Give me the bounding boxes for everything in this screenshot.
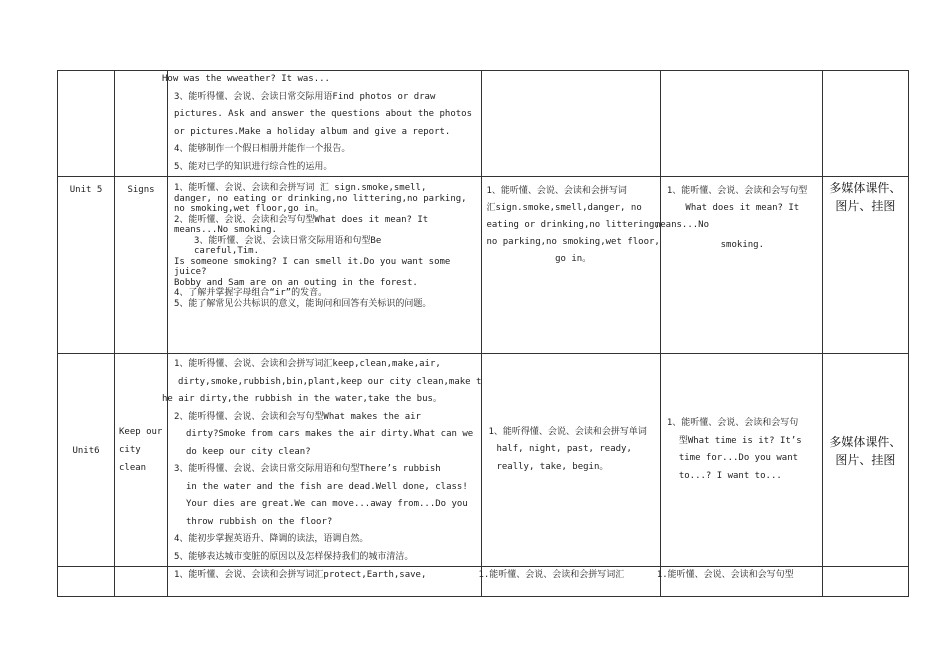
objective-line: 3、能听得懂、会说、会读日常交际用语Find photos or draw bbox=[174, 91, 436, 102]
topic-label: Signs bbox=[127, 185, 155, 195]
sentence-line: means...No bbox=[654, 220, 710, 230]
objective-line: danger, no eating or drinking,no littering,no parking, bbox=[174, 193, 467, 204]
unit-label: Unit 5 bbox=[69, 185, 103, 195]
sentence-line: 1、能听懂、会说、会读和会写句 bbox=[666, 418, 799, 428]
vocabulary-line: really, take, begin。 bbox=[496, 461, 609, 472]
objectives-cell bbox=[162, 71, 482, 177]
vocabulary-line: half, night, past, ready, bbox=[496, 444, 632, 455]
objective-line: 5、能对已学的知识进行综合性的运用。 bbox=[174, 161, 333, 172]
vocabulary-line: eating or drinking,no littering, bbox=[486, 220, 660, 230]
resource-line: 图片、挂图 bbox=[835, 199, 896, 213]
topic-line: Keep our bbox=[119, 427, 163, 437]
objective-line: careful,Tim. bbox=[194, 246, 260, 256]
objectives-cell bbox=[168, 177, 482, 354]
vocabulary-cell bbox=[482, 354, 660, 567]
topic-line: clean bbox=[119, 463, 147, 473]
sentences-cell bbox=[656, 567, 822, 597]
sentence-line: 1、能听懂、会说、会读和会写句型 bbox=[666, 186, 808, 196]
objective-line: he air dirty,the rubbish in the water,take the bus。 bbox=[162, 394, 442, 404]
objective-line: Bobby and Sam are on an outing in the forest. bbox=[174, 277, 418, 288]
vocabulary-line: no parking,no smoking,wet floor, bbox=[486, 237, 660, 247]
resources-cell bbox=[822, 71, 908, 177]
sentence-line: to...? I want to... bbox=[678, 470, 782, 481]
resources-cell bbox=[822, 177, 908, 354]
objective-line: 1、能听懂、会说、会读和会拼写词 汇 sign.smoke,smell, bbox=[174, 183, 427, 193]
objective-line: 1、能听懂、会说、会读和会拼写词汇protect,Earth,save, bbox=[174, 570, 427, 580]
objective-line: dirty,smoke,rubbish,bin,plant,keep our city clean,make t bbox=[178, 376, 482, 387]
resources-cell bbox=[822, 567, 908, 597]
objective-line: Your dies are great.We can move...away from...Do you bbox=[186, 499, 468, 509]
objective-line: means...No smoking. bbox=[174, 225, 277, 235]
objective-line: juice? bbox=[174, 267, 207, 277]
vocabulary-line: 1.能听懂、会说、会读和会拼写词汇 bbox=[478, 570, 625, 580]
objectives-cell bbox=[168, 567, 482, 597]
resources-cell bbox=[822, 354, 908, 567]
sentence-line: 型What time is it? It’s bbox=[678, 435, 802, 446]
vocabulary-cell bbox=[482, 71, 660, 177]
unit-cell bbox=[58, 177, 115, 354]
sentence-line: smoking. bbox=[720, 240, 764, 250]
objectives-cell bbox=[162, 354, 482, 567]
objective-line: 1、能听得懂、会说、会读和会拼写词汇keep,clean,make,air, bbox=[174, 359, 441, 369]
objective-line: 3、能听得懂、会说、会读日常交际用语和句型There’s rubbish bbox=[174, 464, 441, 474]
topic-cell bbox=[115, 354, 168, 567]
topic-line: city bbox=[119, 445, 141, 455]
table-row-unit5 bbox=[58, 177, 909, 354]
table-row-unit4-continuation bbox=[58, 71, 909, 177]
topic-cell bbox=[115, 71, 168, 177]
objective-line: do keep our city clean? bbox=[186, 446, 311, 457]
vocabulary-line: go in。 bbox=[555, 254, 592, 264]
objective-line: 2、能听得懂、会说、会读和会写句型What makes the air bbox=[174, 411, 421, 422]
objective-line: or pictures.Make a holiday album and give a report. bbox=[174, 126, 451, 137]
objective-line: throw rubbish on the floor? bbox=[186, 516, 333, 527]
objective-line: dirty?Smoke from cars makes the air dirty.What can we bbox=[186, 429, 474, 439]
resource-line: 多媒体课件、 bbox=[829, 435, 902, 449]
objective-line: no smoking,wet floor,go in。 bbox=[174, 204, 324, 214]
objective-line: 4、能初步掌握英语升、降调的读法，语调自然。 bbox=[174, 534, 369, 544]
sentence-line: What does it mean? It bbox=[685, 203, 800, 213]
vocabulary-cell bbox=[478, 567, 660, 597]
sentences-cell bbox=[660, 354, 822, 567]
syllabus-table bbox=[57, 70, 909, 597]
vocabulary-line: 汇sign.smoke,smell,danger, no bbox=[486, 203, 642, 213]
objective-line: How was the wweather? It was... bbox=[162, 74, 330, 84]
unit-cell bbox=[58, 354, 115, 567]
table-row-unit7-partial bbox=[58, 567, 909, 597]
sentence-line: time for...Do you want bbox=[678, 453, 799, 463]
topic-cell bbox=[115, 567, 168, 597]
vocabulary-cell bbox=[482, 177, 660, 354]
vocabulary-line: 1、能听得懂、会说、会读和会拼写单词 bbox=[488, 426, 647, 437]
objective-line: 5、能够表达城市变脏的原因以及怎样保持我们的城市清洁。 bbox=[174, 551, 414, 562]
resource-line: 图片、挂图 bbox=[835, 453, 896, 467]
vocabulary-line: 1、能听懂、会说、会读和会拼写词 bbox=[486, 186, 627, 196]
sentence-line: 1.能听懂、会说、会读和会写句型 bbox=[656, 570, 794, 580]
sentences-cell bbox=[660, 71, 822, 177]
objective-line: 2、能听懂、会说、会读和会写句型What does it mean? It bbox=[174, 214, 429, 225]
objective-line: Is someone smoking? I can smell it.Do you want some bbox=[174, 256, 451, 267]
objective-line: in the water and the fish are dead.Well done, class! bbox=[186, 481, 468, 492]
unit-cell bbox=[58, 71, 115, 177]
resource-line: 多媒体课件、 bbox=[829, 181, 902, 195]
objective-line: pictures. Ask and answer the questions about the photos bbox=[174, 109, 473, 119]
unit-cell bbox=[58, 567, 115, 597]
topic-cell bbox=[115, 177, 168, 354]
sentences-cell bbox=[654, 177, 822, 354]
objective-line: 5、能了解常见公共标识的意义，能询问和回答有关标识的问题。 bbox=[174, 298, 432, 309]
unit-label: Unit6 bbox=[72, 446, 100, 456]
objective-line: 3、能听懂、会说、会读日常交际用语和句型Be bbox=[194, 235, 382, 246]
objective-line: 4、了解并掌握字母组合“ir”的发音。 bbox=[174, 288, 328, 298]
table-row-unit6 bbox=[58, 354, 909, 567]
objective-line: 4、能够制作一个假日相册并能作一个报告。 bbox=[174, 144, 351, 154]
